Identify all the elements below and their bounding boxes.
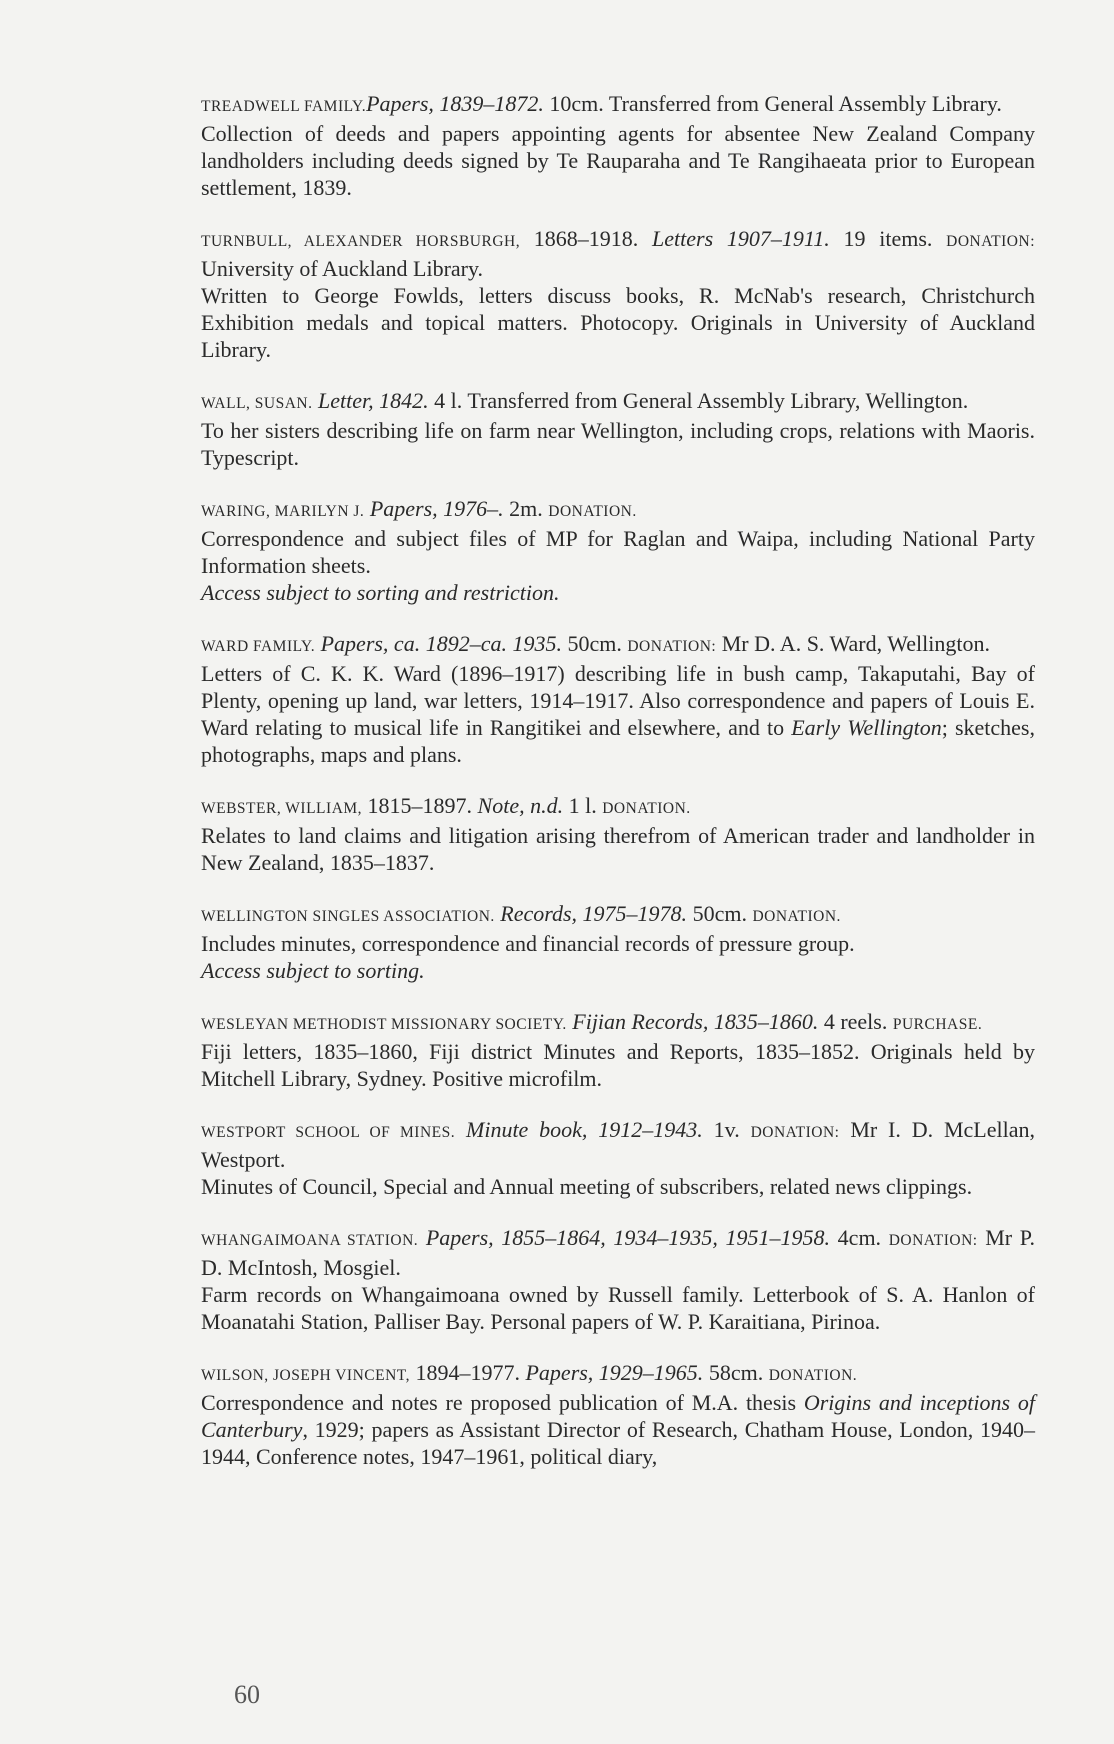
entry-info-segment: Mr P. D. McIntosh, Mosgiel. bbox=[201, 1225, 1036, 1280]
entry-heading bbox=[201, 630, 1035, 660]
entry-info-segment: 58cm. bbox=[703, 1360, 769, 1385]
catalogue-entry bbox=[201, 1359, 1035, 1470]
entry-info-segment bbox=[418, 1225, 426, 1250]
entry-info-segment: Minute book, 1912–1943. bbox=[466, 1117, 703, 1142]
page-number: 60 bbox=[234, 1680, 260, 1709]
entry-description bbox=[201, 822, 1035, 876]
entry-info-segment: 19 items. bbox=[829, 226, 947, 251]
entry-heading bbox=[201, 792, 1035, 822]
catalogue-entry bbox=[201, 1008, 1035, 1092]
entry-heading bbox=[201, 1008, 1035, 1038]
entry-heading bbox=[201, 1359, 1035, 1389]
entry-description-segment: To her sisters describing life on farm near Wellington, including crops, relations with Maoris. Typescript. bbox=[201, 418, 1035, 470]
entry-info-segment: Fijian Records, 1835–1860. bbox=[572, 1009, 819, 1034]
catalogue-entry bbox=[201, 792, 1035, 876]
entry-info-segment: University of Auckland Library. bbox=[201, 256, 484, 281]
entry-heading bbox=[201, 387, 1035, 417]
catalogue-page bbox=[201, 90, 1035, 1494]
entry-description bbox=[201, 1389, 1035, 1470]
entry-info-segment: PURCHASE. bbox=[892, 1016, 983, 1033]
entry-name: WELLINGTON SINGLES ASSOCIATION. bbox=[201, 908, 495, 925]
entry-description-segment: Collection of deeds and papers appointing agents for absentee New Zealand Company landholders including deeds signed by Te Rauparaha and Te Rangihaeata prior to European settlement, 1839. bbox=[201, 121, 1035, 200]
entry-info-segment: 4cm. bbox=[830, 1225, 889, 1250]
entry-description bbox=[201, 930, 1035, 957]
entry-info-segment: DONATION: bbox=[888, 1232, 978, 1249]
entry-name: WARD FAMILY. bbox=[201, 638, 316, 655]
entry-info-segment: DONATION. bbox=[548, 503, 637, 520]
entry-info-segment: 2m. bbox=[503, 496, 549, 521]
entry-info-segment: DONATION. bbox=[768, 1367, 858, 1384]
entry-info-segment: Letters 1907–1911. bbox=[652, 226, 830, 251]
entry-heading bbox=[201, 1116, 1035, 1173]
entry-info-segment: Papers, 1929–1965. bbox=[525, 1360, 704, 1385]
entry-name: WEBSTER, WILLIAM, bbox=[201, 800, 363, 817]
catalogue-entry bbox=[201, 495, 1035, 606]
entry-description-segment: Early Wellington bbox=[791, 715, 942, 740]
entry-info-segment: 1868–1918. bbox=[520, 226, 653, 251]
entry-info-segment: 1 l. bbox=[563, 793, 603, 818]
entry-name: WHANGAIMOANA STATION. bbox=[201, 1232, 419, 1249]
entry-name: WALL, SUSAN. bbox=[201, 395, 313, 412]
entry-info-segment: 1894–1977. bbox=[409, 1360, 526, 1385]
entry-description-segment: Correspondence and subject files of MP for Raglan and Waipa, including National Party Information sheets. bbox=[201, 526, 1035, 578]
entry-info-segment: Note, n.d. bbox=[477, 793, 564, 818]
entry-description-segment: Written to George Fowlds, letters discuss books, R. McNab's research, Christchurch Exhibition medals and topical matters. Photocopy. Originals in University of Auckland Library. bbox=[201, 283, 1035, 362]
entry-info-segment: DONATION: bbox=[627, 638, 717, 655]
entry-info-segment bbox=[455, 1117, 466, 1142]
entry-description-segment: Relates to land claims and litigation arising therefrom of American trader and landholder in New Zealand, 1835–1837. bbox=[201, 823, 1035, 875]
entry-info-segment: Records, 1975–1978. bbox=[500, 901, 688, 926]
catalogue-entry bbox=[201, 1224, 1035, 1335]
entry-name: WESTPORT SCHOOL OF MINES. bbox=[201, 1124, 456, 1141]
entry-info-segment: Mr I. D. McLellan, Westport. bbox=[201, 1117, 1036, 1172]
entry-name: TREADWELL FAMILY. bbox=[201, 98, 367, 115]
entry-description bbox=[201, 957, 1035, 984]
entry-description bbox=[201, 1038, 1035, 1092]
entry-description-segment: ; sketches, photographs, maps and plans. bbox=[201, 715, 1035, 767]
entry-description-segment: Letters of C. K. K. Ward (1896–1917) describing life in bush camp, Takaputahi, Bay of Plenty, opening up land, war letters, 1914–1917. Also correspondence and papers of Louis E. Ward relating to musical life in Rangitikei and elsewhere, and to bbox=[201, 661, 1035, 740]
catalogue-entry bbox=[201, 90, 1035, 201]
catalogue-entry bbox=[201, 900, 1035, 984]
catalogue-entry bbox=[201, 225, 1035, 363]
entry-info-segment: 50cm. bbox=[687, 901, 753, 926]
entry-info-segment: Papers, 1976–. bbox=[369, 496, 504, 521]
entry-description-segment: Minutes of Council, Special and Annual meeting of subscribers, related news clippings. bbox=[201, 1174, 973, 1199]
catalogue-entry bbox=[201, 387, 1035, 471]
entry-description-segment: Includes minutes, correspondence and financial records of pressure group. bbox=[201, 931, 855, 956]
entry-description-segment: Correspondence and notes re proposed publication of M.A. thesis bbox=[201, 1390, 804, 1415]
entry-info-segment: Papers, ca. 1892–ca. 1935. bbox=[320, 631, 562, 656]
entry-description bbox=[201, 1281, 1035, 1335]
entry-info-segment: DONATION. bbox=[602, 800, 691, 817]
entry-heading bbox=[201, 1224, 1035, 1281]
entry-info-segment: DONATION: bbox=[946, 233, 1036, 250]
entry-description-segment: Access subject to sorting. bbox=[201, 958, 425, 983]
entry-description-segment: Farm records on Whangaimoana owned by Russell family. Letterbook of S. A. Hanlon of Moanatahi Station, Palliser Bay. Personal papers of W. P. Karaitiana, Pirinoa. bbox=[201, 1282, 1035, 1334]
entry-info-segment: Papers, 1839–1872. bbox=[366, 91, 544, 116]
entry-info-segment: 1v. bbox=[702, 1117, 751, 1142]
entry-info-segment: Papers, 1855–1864, 1934–1935, 1951–1958. bbox=[425, 1225, 831, 1250]
entry-heading bbox=[201, 495, 1035, 525]
entry-description-segment: , 1929; papers as Assistant Director of Research, Chatham House, London, 1940–1944, Conference notes, 1947–1961, political diary, bbox=[201, 1417, 1035, 1469]
entry-description bbox=[201, 120, 1035, 201]
entry-description bbox=[201, 525, 1035, 579]
catalogue-entry bbox=[201, 630, 1035, 768]
entry-info-segment: Letter, 1842. bbox=[318, 388, 429, 413]
entry-heading bbox=[201, 90, 1035, 120]
entry-name: WARING, MARILYN J. bbox=[201, 503, 365, 520]
entry-description bbox=[201, 660, 1035, 768]
entry-info-segment: 50cm. bbox=[561, 631, 628, 656]
entry-name: WESLEYAN METHODIST MISSIONARY SOCIETY. bbox=[201, 1016, 567, 1033]
entry-description bbox=[201, 579, 1035, 606]
entry-description-segment: Access subject to sorting and restriction. bbox=[201, 580, 560, 605]
catalogue-entry bbox=[201, 1116, 1035, 1200]
entry-heading bbox=[201, 900, 1035, 930]
entry-info-segment: Mr D. A. S. Ward, Wellington. bbox=[716, 631, 990, 656]
entry-description bbox=[201, 417, 1035, 471]
entry-info-segment: 4 reels. bbox=[818, 1009, 893, 1034]
entry-info-segment: 10cm. Transferred from General Assembly Library. bbox=[543, 91, 1002, 116]
entry-info-segment: DONATION. bbox=[752, 908, 841, 925]
entry-description-segment: Origins and inceptions of Canterbury bbox=[201, 1390, 1035, 1442]
entry-description bbox=[201, 1173, 1035, 1200]
entry-description bbox=[201, 282, 1035, 363]
entry-name: WILSON, JOSEPH VINCENT, bbox=[201, 1367, 410, 1384]
entry-description-segment: Fiji letters, 1835–1860, Fiji district Minutes and Reports, 1835–1852. Originals held by Mitchell Library, Sydney. Positive microfilm. bbox=[201, 1039, 1035, 1091]
entry-info-segment: 4 l. Transferred from General Assembly Library, Wellington. bbox=[428, 388, 969, 413]
entry-info-segment: DONATION: bbox=[750, 1124, 840, 1141]
entry-info-segment: 1815–1897. bbox=[362, 793, 478, 818]
entry-heading bbox=[201, 225, 1035, 282]
entry-name: TURNBULL, ALEXANDER HORSBURGH, bbox=[201, 233, 521, 250]
